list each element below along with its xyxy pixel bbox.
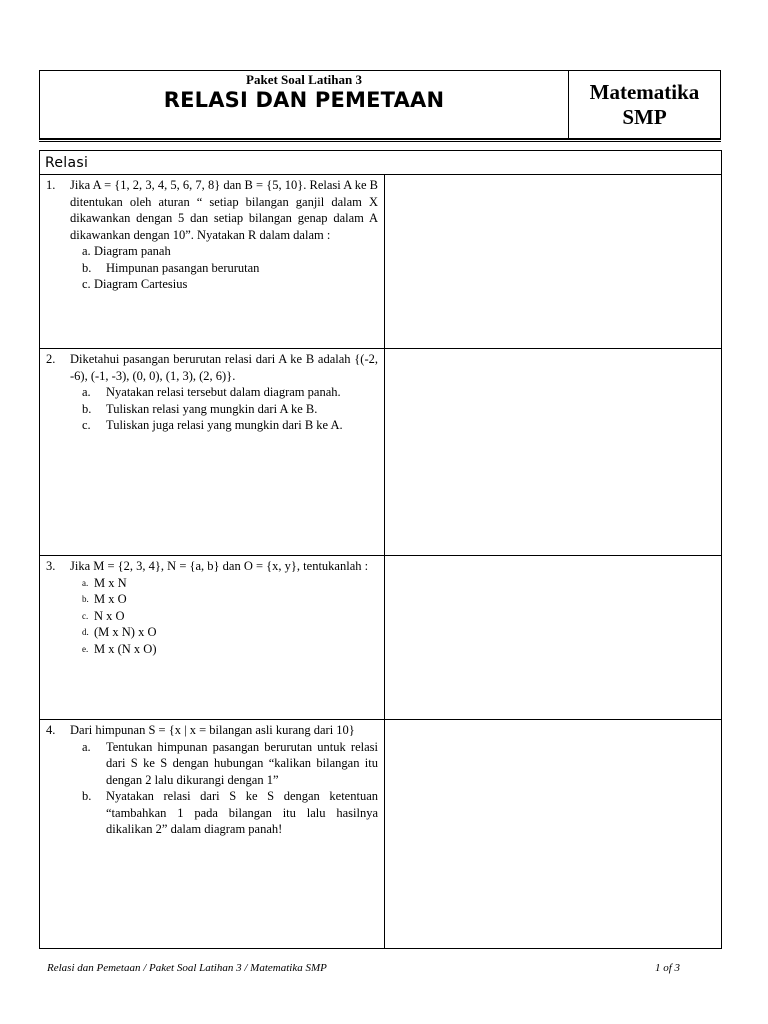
option-letter: b. bbox=[82, 594, 89, 604]
option-letter: c. bbox=[82, 610, 89, 621]
header-title-block bbox=[40, 71, 569, 138]
option-letter: a. bbox=[82, 244, 91, 258]
option-text: Diagram panah bbox=[94, 244, 171, 258]
question-cell bbox=[40, 720, 385, 949]
option-item bbox=[70, 641, 378, 658]
option-item bbox=[70, 788, 378, 838]
question-table bbox=[39, 150, 722, 949]
option-item bbox=[70, 276, 378, 293]
option-letter: a. bbox=[82, 385, 91, 399]
subject-line-1: Matematika bbox=[589, 79, 700, 104]
option-item bbox=[70, 401, 378, 418]
question-cell bbox=[40, 175, 385, 349]
option-letter: a. bbox=[82, 739, 91, 754]
option-text: Tuliskan relasi yang mungkin dari A ke B. bbox=[106, 401, 318, 416]
question-number: 3. bbox=[46, 559, 56, 573]
option-text: Nyatakan relasi tersebut dalam diagram panah. bbox=[106, 385, 341, 399]
answer-cell[interactable] bbox=[385, 349, 722, 556]
option-item bbox=[70, 260, 378, 277]
answer-cell[interactable] bbox=[385, 175, 722, 349]
question-row bbox=[40, 720, 722, 949]
header-subject-block bbox=[569, 71, 720, 138]
page-title: RELASI DAN PEMETAAN bbox=[163, 88, 445, 112]
option-letter: d. bbox=[82, 627, 89, 637]
option-text: M x O bbox=[94, 592, 127, 606]
option-text: Tentukan himpunan pasangan berurutan untuk relasi dari S ke S dengan hubungan “kalikan bilangan itu dengan 2 lalu dikurangi dengan 1” bbox=[106, 739, 378, 787]
option-letter: b. bbox=[82, 401, 92, 416]
question-cell bbox=[40, 556, 385, 720]
option-item bbox=[70, 417, 378, 434]
question-number: 1. bbox=[46, 178, 56, 192]
option-text: Tuliskan juga relasi yang mungkin dari B ke A. bbox=[106, 418, 343, 432]
option-letter: a. bbox=[82, 577, 89, 588]
question-cell bbox=[40, 349, 385, 556]
header-subtitle: Paket Soal Latihan 3 bbox=[246, 72, 362, 87]
question-text: Jika M = {2, 3, 4}, N = {a, b} dan O = {x, y}, tentukanlah : bbox=[70, 559, 369, 573]
option-item bbox=[70, 243, 378, 260]
footer-document-info: Relasi dan Pemetaan / Paket Soal Latihan 3 / Matematika SMP bbox=[47, 962, 327, 974]
option-item bbox=[70, 384, 378, 401]
option-letter: b. bbox=[82, 789, 92, 803]
option-letter: e. bbox=[82, 643, 89, 654]
option-text: Nyatakan relasi dari S ke S dengan ketentuan “tambahkan 1 pada bilangan itu lalu hasilnya dikalikan 2” dalam diagram panah! bbox=[106, 789, 378, 836]
answer-cell[interactable] bbox=[385, 556, 722, 720]
question-text: Jika A = {1, 2, 3, 4, 5, 6, 7, 8} dan B = {5, 10}. Relasi A ke B ditentukan oleh aturan “ setiap bilangan ganjil dalam X dikawankan dengan 5 dan setiap bilangan genap dalam A dikawankan dengan 10”. Nyatakan R dalam dalam : bbox=[70, 178, 378, 242]
question-text: Diketahui pasangan berurutan relasi dari A ke B adalah {(-2, -6), (-1, -3), (0, 0), (1, 3), (2, 6)}. bbox=[70, 352, 378, 383]
option-text: M x (N x O) bbox=[94, 641, 157, 656]
option-text: Himpunan pasangan berurutan bbox=[106, 260, 260, 275]
option-item bbox=[70, 591, 378, 608]
header-divider bbox=[39, 139, 721, 142]
option-item bbox=[70, 608, 378, 625]
question-number: 2. bbox=[46, 352, 56, 366]
option-text: M x N bbox=[94, 575, 127, 590]
question-number: 4. bbox=[46, 723, 56, 737]
footer-page-number: 1 of 3 bbox=[655, 962, 681, 974]
answer-cell[interactable] bbox=[385, 720, 722, 949]
option-item bbox=[70, 575, 378, 592]
subject-line-2: SMP bbox=[622, 104, 667, 129]
option-text: Diagram Cartesius bbox=[94, 277, 188, 291]
option-text: N x O bbox=[94, 608, 125, 623]
question-text: Dari himpunan S = {x | x = bilangan asli kurang dari 10} bbox=[70, 723, 355, 737]
option-item bbox=[70, 739, 378, 789]
question-row bbox=[40, 175, 722, 349]
option-letter: c. bbox=[82, 418, 91, 432]
question-row bbox=[40, 556, 722, 720]
section-title: Relasi bbox=[40, 151, 722, 175]
option-letter: b. bbox=[82, 260, 92, 275]
option-letter: c. bbox=[82, 277, 91, 291]
document-header bbox=[39, 70, 721, 139]
option-item bbox=[70, 624, 378, 641]
option-text: (M x N) x O bbox=[94, 625, 157, 639]
question-row bbox=[40, 349, 722, 556]
